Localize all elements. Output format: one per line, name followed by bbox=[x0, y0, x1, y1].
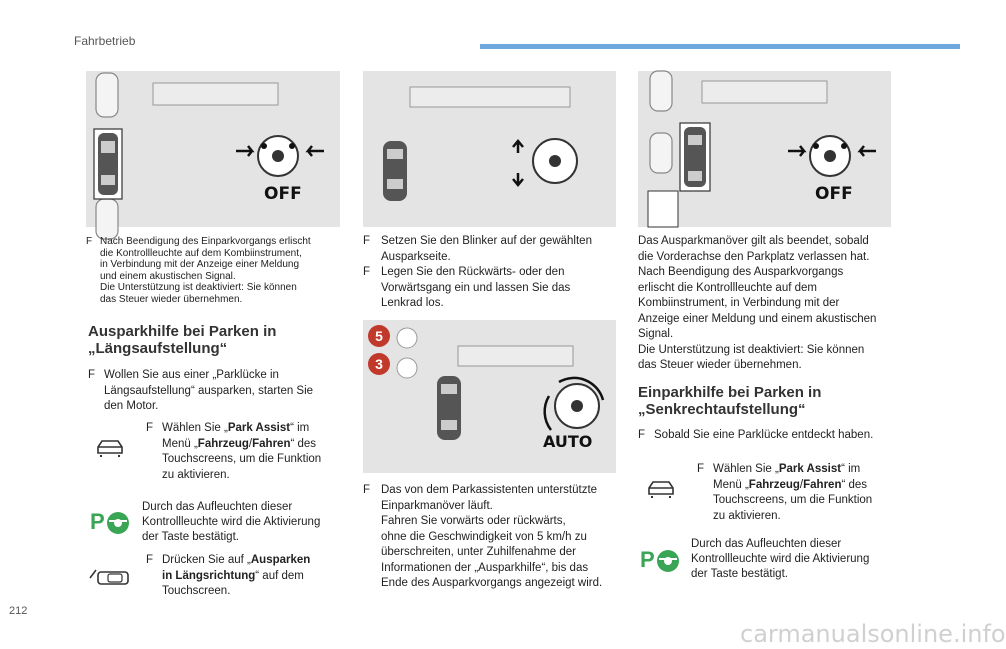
figure-perpendicular-off bbox=[638, 71, 891, 227]
col2-b2: F Legen Sie den Rückwärts- oder den Vorwärtsgang ein und lassen Sie das Lenkrad los. bbox=[363, 266, 571, 309]
col1-intro: F Nach Beendigung des Einparkvorgangs erlischt die Kontrollleuchte auf dem Kombiinstrument, in Verbindung mit der Anzeige einer Meldung und einem akustischen Signal. Die Unterstützung ist deaktiviert: Sie können das Steuer wieder übernehmen. bbox=[86, 236, 311, 305]
col3-s1: F Sobald Sie eine Parklücke entdeckt haben. bbox=[638, 429, 874, 441]
col3-p1: Das Ausparkmanöver gilt als beendet, sobald die Vorderachse den Parkplatz verlassen hat. Nach Beendigung des Ausparkvorgangs erlischt die Kontrollleuchte auf dem Kombiinstrument, in Verbindung mit der Anzeige einer Meldung und einem akustischen Signal. Die Unterstützung ist deaktiviert: Sie können das Steuer wieder übernehmen. bbox=[638, 235, 877, 371]
col2-b3: F Das von dem Parkassistenten unterstützte Einparkmanöver läuft. Fahren Sie vorwärts oder rückwärts, ohne die Geschwindigkeit von 5 km/h zu überschreiten, unter Zuhilfenahme der Informationen der „Ausparkhilfe“, bis das Ende des Ausparkvorgangs angezeigt wird. bbox=[363, 484, 603, 589]
heading-parallel-exit: Ausparkhilfe bei Parken in „Längsaufstellung“ bbox=[88, 323, 277, 357]
section-title: Fahrbetrieb bbox=[74, 34, 136, 48]
col1-step1: F Wollen Sie aus einer „Parklücke in Längsaufstellung“ ausparken, starten Sie den Motor. bbox=[88, 369, 314, 412]
figure-indicator-steering bbox=[363, 71, 616, 227]
car-touchscreen-icon bbox=[95, 436, 125, 463]
perpendicular-illustration bbox=[638, 71, 891, 227]
col1-step4: F Drücken Sie auf „Ausparken in Längsrichtung“ auf dem Touchscreen. bbox=[146, 554, 311, 597]
car-touchscreen-icon bbox=[646, 477, 676, 504]
badge-3: 3 bbox=[368, 353, 390, 375]
svg-text:P: P bbox=[640, 547, 655, 572]
col3-s3: Durch das Aufleuchten dieser Kontrollleuchte wird die Aktivierung der Taste bestätigt. bbox=[691, 538, 870, 580]
park-assist-indicator-icon bbox=[90, 507, 134, 542]
off-label: OFF bbox=[264, 184, 302, 204]
col1-step3: Durch das Aufleuchten dieser Kontrollleuchte wird die Aktivierung der Taste bestätigt. bbox=[142, 501, 321, 543]
off-label: OFF bbox=[815, 184, 853, 204]
badge-5: 5 bbox=[368, 325, 390, 347]
parallel-exit-button-icon bbox=[88, 566, 132, 593]
svg-text:P: P bbox=[90, 509, 105, 534]
section-accent-bar bbox=[480, 44, 960, 49]
col3-s2: F Wählen Sie „Park Assist“ im Menü „Fahrzeug/Fahren“ des Touchscreens, um die Funktion zu aktivieren. bbox=[697, 463, 873, 522]
parking-illustration bbox=[86, 71, 340, 227]
page-number: 212 bbox=[9, 605, 28, 617]
steering-release-illustration bbox=[363, 71, 616, 227]
col2-b1: F Setzen Sie den Blinker auf der gewählten Ausparkseite. bbox=[363, 235, 592, 263]
heading-perpendicular-park: Einparkhilfe bei Parken in „Senkrechtaufstellung“ bbox=[638, 384, 822, 418]
park-assist-indicator-icon bbox=[640, 545, 684, 580]
col1-step2: F Wählen Sie „Park Assist“ im Menü „Fahrzeug/Fahren“ des Touchscreens, um die Funktion zu aktivieren. bbox=[146, 422, 322, 481]
figure-auto-maneuver bbox=[363, 320, 616, 473]
watermark: carmanualsonline.info bbox=[740, 620, 1006, 648]
figure-parallel-exit-off bbox=[86, 71, 340, 227]
auto-label: AUTO bbox=[543, 432, 593, 451]
